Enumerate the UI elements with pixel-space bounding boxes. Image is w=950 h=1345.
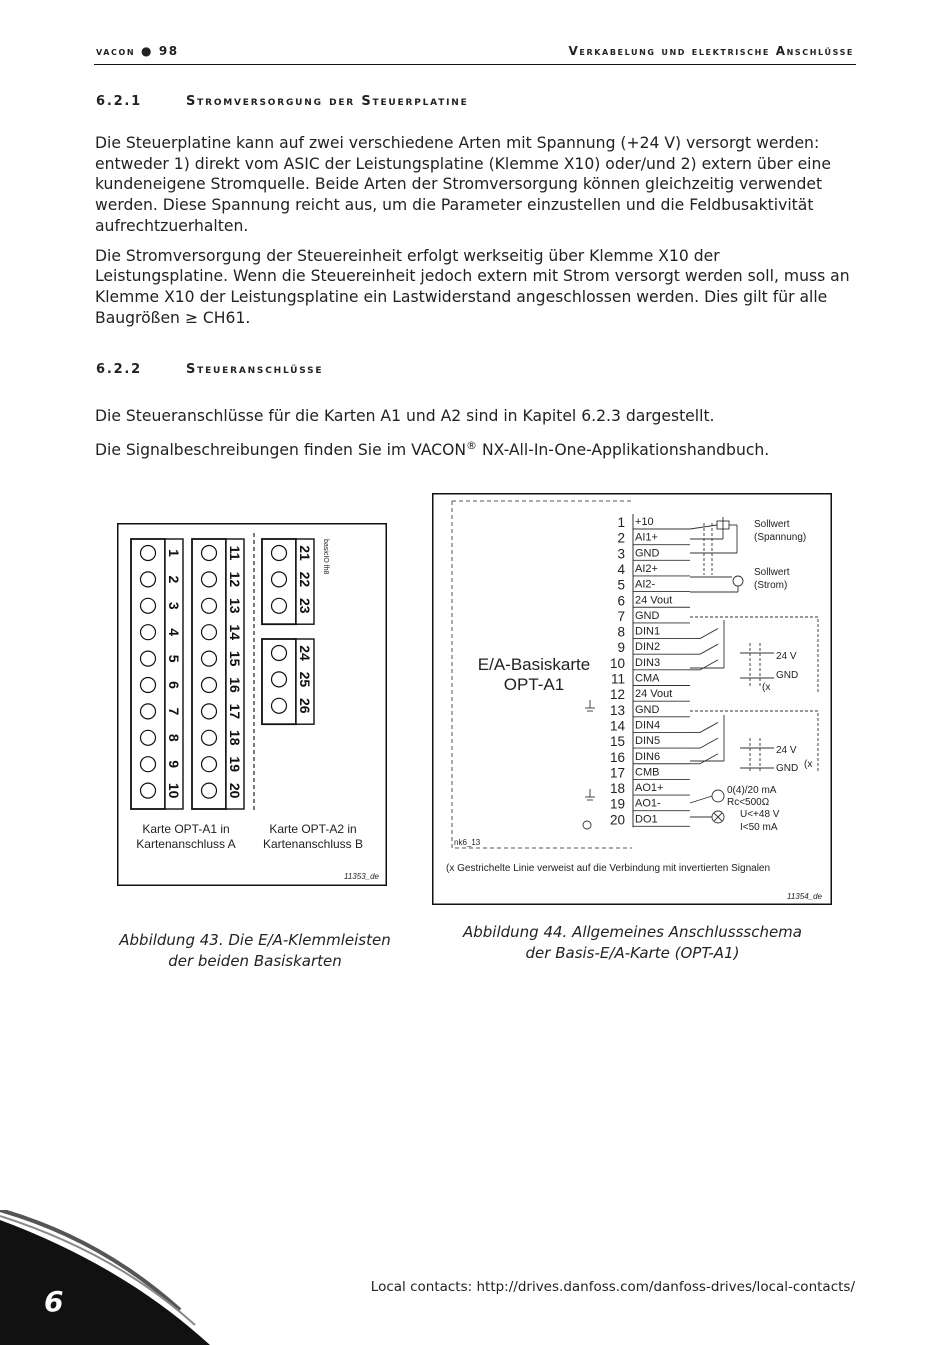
terminal-number: 2	[166, 575, 182, 584]
label-a-line1: Karte OPT-A1 in	[142, 822, 230, 836]
terminal-screw	[141, 572, 156, 587]
footer-contacts: Local contacts: http://drives.danfoss.com/danfoss-drives/local-contacts/	[370, 1279, 855, 1295]
terminal-screw	[202, 598, 217, 613]
terminal-label: DIN5	[635, 735, 661, 748]
terminal-label: DIN3	[635, 656, 661, 669]
terminal-number: 6	[617, 593, 625, 609]
terminal-screw	[272, 572, 287, 587]
figure-43-caption: Abbildung 43. Die E/A-Klemmleisten der beiden Basiskarten	[119, 931, 391, 970]
terminal-number: 1	[166, 549, 182, 557]
terminal-label: DIN6	[635, 750, 661, 763]
section-heading-6-2-2	[96, 362, 323, 377]
terminal-label: DIN2	[635, 641, 661, 654]
terminal-label: CMB	[635, 766, 660, 779]
current-source-icon	[733, 576, 743, 586]
terminal-label: AI1+	[635, 531, 658, 544]
vertical-tag: basicIO fh8	[322, 539, 329, 575]
figure-code: 11353_de	[344, 872, 379, 881]
terminal-screw	[202, 546, 217, 561]
terminal-number: 8	[166, 733, 182, 742]
terminal-number: 19	[227, 756, 243, 772]
terminal-label: GND	[635, 703, 660, 716]
terminal-screw	[202, 704, 217, 719]
terminal-number: 26	[297, 698, 313, 714]
label-b-line1: Karte OPT-A2 in	[269, 822, 357, 836]
terminal-number: 17	[609, 765, 625, 781]
card-name-line1: E/A-Basiskarte	[477, 655, 591, 674]
do-spec-2: I<50 mA	[740, 822, 778, 833]
terminal-screw	[202, 572, 217, 587]
label-x-b: (x	[804, 759, 813, 770]
figure-44-caption: Abbildung 44. Allgemeines Anschlussschema der Basis-E/A-Karte (OPT-A1)	[462, 923, 802, 962]
terminal-screw	[141, 730, 156, 745]
terminal-number: 20	[227, 782, 243, 799]
sollwert-strom-2: (Strom)	[754, 580, 788, 591]
terminal-number: 2	[617, 530, 625, 546]
header-left: vacon ● 98	[96, 44, 179, 58]
label-24v-a: 24 V	[776, 651, 797, 662]
section-title: Stromversorgung der Steuerplatine	[186, 94, 469, 109]
terminal-number: 24	[297, 645, 313, 661]
terminal-number: 10	[609, 655, 625, 671]
terminal-screw	[141, 783, 156, 798]
terminal-number: 16	[609, 749, 625, 765]
card-name-line2: OPT-A1	[503, 675, 565, 694]
terminal-number: 14	[609, 718, 625, 734]
section2-body	[95, 406, 857, 470]
terminal-screw	[202, 678, 217, 693]
section-heading-6-2-1	[96, 94, 469, 109]
terminal-number: 8	[617, 624, 625, 640]
terminal-number: 15	[227, 650, 243, 667]
terminal-screw	[202, 757, 217, 772]
ammeter-icon	[712, 790, 724, 802]
sollwert-spannung-1: Sollwert	[754, 519, 790, 530]
terminal-label: AI2-	[635, 578, 656, 591]
terminal-screw	[141, 598, 156, 613]
label-gnd-a: GND	[776, 670, 799, 681]
terminal-screw	[272, 598, 287, 613]
terminal-label: GND	[635, 609, 660, 622]
section-number: 6.2.2	[96, 362, 143, 377]
terminal-number: 22	[297, 571, 313, 588]
label-gnd-b: GND	[776, 763, 799, 774]
terminal-number: 7	[166, 707, 182, 716]
terminal-number: 12	[609, 687, 625, 703]
terminal-number: 15	[609, 734, 625, 750]
terminal-label: DIN1	[635, 625, 661, 638]
terminal-label: CMA	[635, 672, 660, 685]
terminal-label: +10	[635, 516, 654, 528]
section-title: Steueranschlüsse	[186, 362, 324, 377]
sollwert-spannung-2: (Spannung)	[754, 532, 807, 543]
terminal-number: 9	[166, 760, 182, 769]
terminal-number: 11	[227, 545, 243, 561]
terminal-screw	[141, 704, 156, 719]
terminal-number: 18	[609, 781, 625, 797]
ao-spec-2: Rc<500Ω	[727, 797, 770, 808]
paragraph: Die Steuerplatine kann auf zwei verschiedene Arten mit Spannung (+24 V) versorgt werden: entweder 1) direkt vom ASIC der Leistungsplatine (Klemme X10) oder/und 2) extern über eine kundeneigene Stromquelle. Beide Arten der Stromversorgung können gleichzeitig verwendet werden. Diese Spannung reicht aus, um die Parameter einzustellen und die Feldbusaktivität aufrechtzuerhalten.	[95, 134, 831, 235]
terminal-label: DO1	[635, 813, 658, 826]
terminal-screw	[272, 698, 287, 713]
terminal-screw	[202, 651, 217, 666]
terminal-number: 16	[227, 677, 243, 693]
terminal-number: 5	[617, 577, 625, 593]
paragraph: Die Steueranschlüsse für die Karten A1 und A2 sind in Kapitel 6.2.3 dargestellt.	[95, 407, 715, 425]
terminal-number: 21	[297, 545, 313, 561]
terminal-label: AO1-	[635, 797, 661, 810]
terminal-screw	[141, 546, 156, 561]
terminal-number: 4	[166, 628, 182, 637]
terminal-number: 11	[610, 671, 625, 687]
terminal-number: 23	[297, 598, 313, 614]
page-number: 6	[44, 1285, 64, 1318]
terminal-number: 18	[227, 730, 243, 746]
terminal-number: 13	[609, 702, 625, 718]
label-x-a: (x	[762, 682, 771, 693]
terminal-number: 4	[617, 561, 625, 577]
ao-spec-1: 0(4)/20 mA	[727, 785, 777, 796]
label-a-line2: Kartenanschluss A	[136, 837, 236, 851]
terminal-label: DIN4	[635, 719, 661, 732]
terminal-label: 24 Vout	[635, 594, 673, 607]
sollwert-strom-1: Sollwert	[754, 567, 790, 578]
section1-body	[95, 133, 857, 337]
terminal-number: 14	[227, 624, 243, 640]
figure-note: (x Gestrichelte Linie verweist auf die Verbindung mit invertierten Signalen	[446, 863, 771, 874]
header-right: Verkabelung und elektrische Anschlüsse	[568, 44, 854, 58]
terminal-number: 6	[166, 681, 182, 689]
terminal-screw	[272, 546, 287, 561]
paragraph: Die Signalbeschreibungen finden Sie im VACON® NX-All-In-One-Applikationshandbuch.	[95, 438, 770, 459]
terminal-screw	[202, 783, 217, 798]
terminal-screw	[141, 757, 156, 772]
terminal-number: 10	[166, 782, 182, 799]
terminal-number: 7	[617, 608, 625, 624]
terminal-number: 3	[617, 546, 625, 562]
nk-code: nk6_13	[454, 838, 481, 847]
terminal-label: AI2+	[635, 562, 658, 575]
terminal-screw	[272, 672, 287, 687]
terminal-screw	[141, 678, 156, 693]
terminal-number: 20	[609, 812, 625, 828]
terminal-number: 12	[227, 571, 243, 588]
label-b-line2: Kartenanschluss B	[262, 837, 364, 851]
terminal-screw	[202, 625, 217, 640]
terminal-number: 1	[617, 515, 625, 530]
page-corner-swoosh	[0, 1210, 210, 1345]
do-spec-1: U<+48 V	[740, 809, 780, 820]
terminal-screw	[141, 651, 156, 666]
terminal-number: 5	[166, 654, 182, 663]
section-number: 6.2.1	[96, 94, 143, 109]
paragraph: Die Stromversorgung der Steuereinheit erfolgt werkseitig über Klemme X10 der Leistungsplatine. Wenn die Steuereinheit jedoch extern mit Strom versorgt werden soll, muss an Klemme X10 der Leistungsplatine ein Lastwiderstand angeschlossen werden. Dies gilt für alle Baugrößen ≥ CH61.	[95, 246, 850, 327]
figure-44-wiring-diagram	[432, 493, 832, 905]
terminal-number: 3	[166, 601, 182, 610]
label-24v-b: 24 V	[776, 745, 797, 756]
terminal-number: 9	[617, 640, 625, 656]
terminal-screw	[141, 625, 156, 640]
terminal-screw	[202, 730, 217, 745]
terminal-label: AO1+	[635, 782, 664, 795]
terminal-number: 17	[227, 703, 243, 720]
terminal-number: 13	[227, 598, 243, 614]
terminal-number: 25	[297, 671, 313, 688]
figure-43-terminal-strips	[117, 523, 387, 886]
terminal-number: 19	[609, 796, 625, 812]
terminal-label: GND	[635, 547, 660, 560]
terminal-screw	[272, 646, 287, 661]
figure-code: 11354_de	[787, 892, 822, 901]
terminal-label: 24 Vout	[635, 688, 673, 701]
header-rule	[94, 64, 856, 65]
